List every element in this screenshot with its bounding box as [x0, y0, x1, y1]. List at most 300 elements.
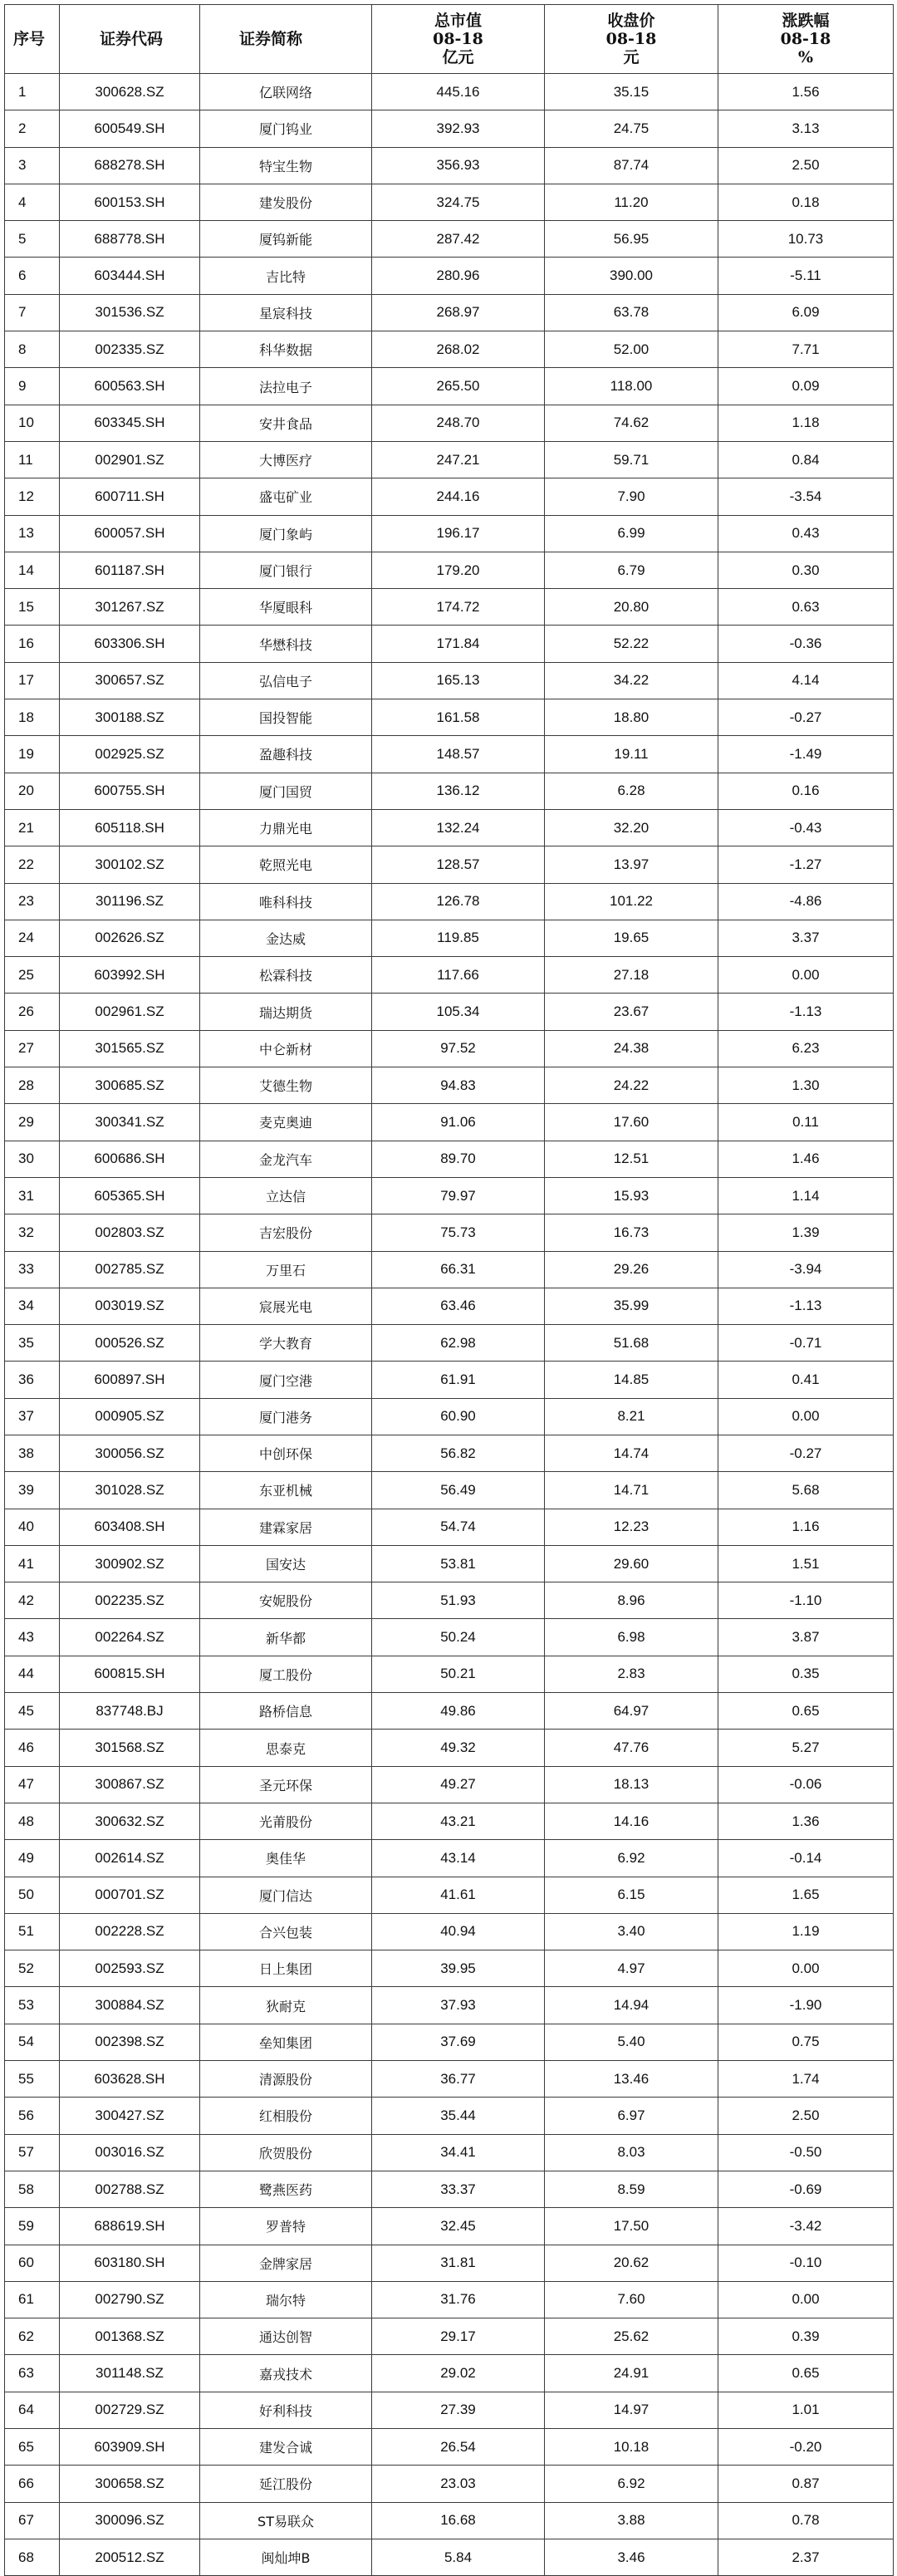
- table-row: [5, 2355, 894, 2392]
- cell-close-price: 74.62: [545, 405, 718, 441]
- cell-close-price: 14.16: [545, 1803, 718, 1839]
- cell-market-cap: 248.70: [372, 405, 545, 441]
- cell-index: 21: [5, 809, 60, 846]
- cell-index: 45: [5, 1693, 60, 1730]
- cell-close-price: 6.98: [545, 1619, 718, 1656]
- cell-close-price: 4.97: [545, 1950, 718, 1987]
- cell-market-cap: 31.81: [372, 2245, 545, 2281]
- cell-code: 200512.SZ: [60, 2539, 200, 2575]
- cell-close-price: 6.92: [545, 2466, 718, 2502]
- cell-name: 好利科技: [200, 2392, 372, 2428]
- cell-index: 13: [5, 515, 60, 552]
- cell-close-price: 8.59: [545, 2171, 718, 2207]
- cell-name: 厦工股份: [200, 1656, 372, 1692]
- cell-change: 0.65: [718, 2355, 894, 2392]
- cell-index: 5: [5, 221, 60, 258]
- cell-code: 600755.SH: [60, 773, 200, 809]
- cell-index: 15: [5, 589, 60, 626]
- cell-name: 鹭燕医药: [200, 2171, 372, 2207]
- cell-change: -0.10: [718, 2245, 894, 2281]
- cell-close-price: 24.38: [545, 1030, 718, 1067]
- cell-close-price: 35.99: [545, 1288, 718, 1324]
- cell-change: -3.54: [718, 478, 894, 515]
- cell-index: 65: [5, 2429, 60, 2466]
- cell-name: 厦门港务: [200, 1398, 372, 1435]
- cell-index: 24: [5, 920, 60, 956]
- cell-change: -0.43: [718, 809, 894, 846]
- cell-market-cap: 324.75: [372, 184, 545, 220]
- cell-name: 弘信电子: [200, 662, 372, 699]
- cell-close-price: 34.22: [545, 662, 718, 699]
- cell-name: 奥佳华: [200, 1840, 372, 1877]
- cell-index: 49: [5, 1840, 60, 1877]
- cell-market-cap: 66.31: [372, 1251, 545, 1288]
- cell-market-cap: 91.06: [372, 1104, 545, 1141]
- cell-change: -0.27: [718, 699, 894, 736]
- cell-change: -3.42: [718, 2208, 894, 2245]
- cell-change: 0.39: [718, 2318, 894, 2355]
- cell-name: 力鼎光电: [200, 809, 372, 846]
- table-row: [5, 736, 894, 773]
- cell-name: 盈趣科技: [200, 736, 372, 773]
- cell-change: 0.43: [718, 515, 894, 552]
- table-row: [5, 1730, 894, 1766]
- cell-index: 3: [5, 147, 60, 184]
- cell-close-price: 32.20: [545, 809, 718, 846]
- table-body: [5, 74, 894, 2576]
- cell-code: 603306.SH: [60, 626, 200, 662]
- cell-close-price: 14.71: [545, 1472, 718, 1509]
- cell-change: 1.36: [718, 1803, 894, 1839]
- cell-market-cap: 29.02: [372, 2355, 545, 2392]
- cell-close-price: 18.13: [545, 1766, 718, 1803]
- cell-code: 002235.SZ: [60, 1582, 200, 1619]
- cell-market-cap: 50.21: [372, 1656, 545, 1692]
- cell-name: 路桥信息: [200, 1693, 372, 1730]
- cell-code: 001368.SZ: [60, 2318, 200, 2355]
- cell-name: 厦门钨业: [200, 110, 372, 147]
- cell-change: 1.14: [718, 1177, 894, 1214]
- cell-index: 66: [5, 2466, 60, 2502]
- cell-change: 1.18: [718, 405, 894, 441]
- cell-name: 厦门银行: [200, 552, 372, 588]
- cell-change: -1.13: [718, 1288, 894, 1324]
- cell-code: 300427.SZ: [60, 2098, 200, 2134]
- cell-change: -1.49: [718, 736, 894, 773]
- table-row: [5, 2208, 894, 2245]
- cell-code: 002901.SZ: [60, 441, 200, 478]
- header-close-price-date: 08-18: [605, 30, 657, 48]
- table-row: [5, 2061, 894, 2098]
- header-close-price-unit: 元: [623, 48, 640, 66]
- table-row: [5, 74, 894, 110]
- cell-close-price: 10.18: [545, 2429, 718, 2466]
- cell-change: -0.36: [718, 626, 894, 662]
- cell-change: -1.90: [718, 1987, 894, 2024]
- cell-market-cap: 126.78: [372, 883, 545, 920]
- cell-index: 1: [5, 74, 60, 110]
- cell-code: 300902.SZ: [60, 1545, 200, 1582]
- cell-close-price: 14.94: [545, 1987, 718, 2024]
- cell-change: -0.69: [718, 2171, 894, 2207]
- cell-name: 金牌家居: [200, 2245, 372, 2281]
- cell-index: 10: [5, 405, 60, 441]
- header-market-cap-date: 08-18: [433, 30, 483, 48]
- cell-market-cap: 61.91: [372, 1362, 545, 1398]
- cell-change: 3.13: [718, 110, 894, 147]
- cell-name: ST易联众: [200, 2502, 372, 2539]
- cell-close-price: 63.78: [545, 294, 718, 331]
- cell-index: 55: [5, 2061, 60, 2098]
- cell-name: 圣元环保: [200, 1766, 372, 1803]
- cell-close-price: 20.62: [545, 2245, 718, 2281]
- cell-index: 64: [5, 2392, 60, 2428]
- cell-close-price: 47.76: [545, 1730, 718, 1766]
- table-row: [5, 1325, 894, 1362]
- cell-name: 学大教育: [200, 1325, 372, 1362]
- cell-close-price: 8.21: [545, 1398, 718, 1435]
- cell-change: 0.35: [718, 1656, 894, 1692]
- cell-change: -0.71: [718, 1325, 894, 1362]
- table-row: [5, 1987, 894, 2024]
- cell-market-cap: 49.32: [372, 1730, 545, 1766]
- cell-market-cap: 280.96: [372, 258, 545, 294]
- cell-market-cap: 94.83: [372, 1067, 545, 1104]
- cell-close-price: 13.46: [545, 2061, 718, 2098]
- cell-name: 嘉戎技术: [200, 2355, 372, 2392]
- table-row: [5, 2318, 894, 2355]
- cell-close-price: 20.80: [545, 589, 718, 626]
- cell-change: 0.41: [718, 1362, 894, 1398]
- cell-close-price: 13.97: [545, 846, 718, 883]
- cell-code: 002264.SZ: [60, 1619, 200, 1656]
- cell-index: 14: [5, 552, 60, 588]
- cell-code: 300685.SZ: [60, 1067, 200, 1104]
- cell-index: 46: [5, 1730, 60, 1766]
- cell-code: 605118.SH: [60, 809, 200, 846]
- cell-index: 60: [5, 2245, 60, 2281]
- cell-change: -5.11: [718, 258, 894, 294]
- cell-close-price: 390.00: [545, 258, 718, 294]
- cell-name: 安妮股份: [200, 1582, 372, 1619]
- cell-name: 盛屯矿业: [200, 478, 372, 515]
- cell-name: 金龙汽车: [200, 1141, 372, 1177]
- cell-market-cap: 60.90: [372, 1398, 545, 1435]
- table-row: [5, 1582, 894, 1619]
- table-row: [5, 2024, 894, 2060]
- cell-index: 6: [5, 258, 60, 294]
- cell-index: 57: [5, 2134, 60, 2171]
- cell-name: 艾德生物: [200, 1067, 372, 1104]
- cell-change: 0.78: [718, 2502, 894, 2539]
- cell-change: 0.84: [718, 441, 894, 478]
- cell-close-price: 23.67: [545, 994, 718, 1030]
- cell-market-cap: 34.41: [372, 2134, 545, 2171]
- cell-change: 1.01: [718, 2392, 894, 2428]
- cell-close-price: 17.60: [545, 1104, 718, 1141]
- table-row: [5, 1141, 894, 1177]
- header-change-title: 涨跌幅: [782, 12, 830, 30]
- cell-index: 18: [5, 699, 60, 736]
- cell-market-cap: 53.81: [372, 1545, 545, 1582]
- cell-code: 300056.SZ: [60, 1435, 200, 1471]
- cell-change: 1.65: [718, 1877, 894, 1913]
- cell-code: 002398.SZ: [60, 2024, 200, 2060]
- cell-code: 301196.SZ: [60, 883, 200, 920]
- cell-code: 300628.SZ: [60, 74, 200, 110]
- cell-name: 国安达: [200, 1545, 372, 1582]
- table-header: [5, 5, 894, 74]
- table-row: [5, 552, 894, 588]
- header-close-price-title: 收盘价: [607, 12, 655, 30]
- cell-change: -0.14: [718, 1840, 894, 1877]
- cell-change: 1.19: [718, 1913, 894, 1950]
- table-row: [5, 994, 894, 1030]
- cell-name: 日上集团: [200, 1950, 372, 1987]
- cell-change: 1.46: [718, 1141, 894, 1177]
- cell-market-cap: 29.17: [372, 2318, 545, 2355]
- cell-code: 301536.SZ: [60, 294, 200, 331]
- header-code: 证券代码: [60, 5, 200, 74]
- cell-market-cap: 27.39: [372, 2392, 545, 2428]
- table-row: [5, 2134, 894, 2171]
- cell-index: 40: [5, 1509, 60, 1545]
- cell-change: 0.11: [718, 1104, 894, 1141]
- cell-name: 华厦眼科: [200, 589, 372, 626]
- cell-name: 国投智能: [200, 699, 372, 736]
- cell-index: 58: [5, 2171, 60, 2207]
- header-name: 证券简称: [200, 5, 372, 74]
- cell-code: 300096.SZ: [60, 2502, 200, 2539]
- table-row: [5, 331, 894, 368]
- cell-code: 003019.SZ: [60, 1288, 200, 1324]
- cell-market-cap: 179.20: [372, 552, 545, 588]
- cell-index: 37: [5, 1398, 60, 1435]
- cell-code: 300188.SZ: [60, 699, 200, 736]
- cell-index: 30: [5, 1141, 60, 1177]
- cell-market-cap: 247.21: [372, 441, 545, 478]
- cell-close-price: 6.79: [545, 552, 718, 588]
- cell-code: 601187.SH: [60, 552, 200, 588]
- cell-code: 002785.SZ: [60, 1251, 200, 1288]
- cell-code: 603408.SH: [60, 1509, 200, 1545]
- cell-index: 12: [5, 478, 60, 515]
- cell-market-cap: 5.84: [372, 2539, 545, 2575]
- cell-market-cap: 97.52: [372, 1030, 545, 1067]
- cell-change: -1.13: [718, 994, 894, 1030]
- cell-code: 300102.SZ: [60, 846, 200, 883]
- cell-change: 1.16: [718, 1509, 894, 1545]
- table-row: [5, 957, 894, 994]
- cell-change: -1.10: [718, 1582, 894, 1619]
- cell-change: 0.00: [718, 1950, 894, 1987]
- cell-code: 603345.SH: [60, 405, 200, 441]
- cell-index: 67: [5, 2502, 60, 2539]
- cell-close-price: 17.50: [545, 2208, 718, 2245]
- cell-market-cap: 49.86: [372, 1693, 545, 1730]
- cell-change: 0.63: [718, 589, 894, 626]
- cell-market-cap: 445.16: [372, 74, 545, 110]
- cell-index: 7: [5, 294, 60, 331]
- cell-market-cap: 50.24: [372, 1619, 545, 1656]
- cell-close-price: 29.26: [545, 1251, 718, 1288]
- cell-name: 合兴包装: [200, 1913, 372, 1950]
- table-row: [5, 1766, 894, 1803]
- cell-market-cap: 63.46: [372, 1288, 545, 1324]
- cell-index: 63: [5, 2355, 60, 2392]
- header-change-date: 08-18: [780, 30, 831, 48]
- cell-code: 002961.SZ: [60, 994, 200, 1030]
- cell-market-cap: 39.95: [372, 1950, 545, 1987]
- cell-name: 瑞达期货: [200, 994, 372, 1030]
- cell-code: 000526.SZ: [60, 1325, 200, 1362]
- cell-close-price: 101.22: [545, 883, 718, 920]
- cell-index: 35: [5, 1325, 60, 1362]
- cell-code: 605365.SH: [60, 1177, 200, 1214]
- cell-close-price: 3.88: [545, 2502, 718, 2539]
- table-row: [5, 846, 894, 883]
- table-row: [5, 1509, 894, 1545]
- header-market-cap-unit: 亿元: [442, 48, 474, 66]
- cell-market-cap: 40.94: [372, 1913, 545, 1950]
- cell-code: 600815.SH: [60, 1656, 200, 1692]
- cell-close-price: 14.85: [545, 1362, 718, 1398]
- cell-code: 600563.SH: [60, 368, 200, 405]
- table-row: [5, 147, 894, 184]
- cell-name: 垒知集团: [200, 2024, 372, 2060]
- cell-code: 003016.SZ: [60, 2134, 200, 2171]
- cell-close-price: 24.22: [545, 1067, 718, 1104]
- cell-index: 4: [5, 184, 60, 220]
- table-row: [5, 515, 894, 552]
- cell-change: 4.14: [718, 662, 894, 699]
- cell-code: 300658.SZ: [60, 2466, 200, 2502]
- cell-market-cap: 37.93: [372, 1987, 545, 2024]
- cell-close-price: 35.15: [545, 74, 718, 110]
- cell-change: -4.86: [718, 883, 894, 920]
- cell-change: 2.50: [718, 2098, 894, 2134]
- cell-index: 9: [5, 368, 60, 405]
- cell-code: 002593.SZ: [60, 1950, 200, 1987]
- cell-market-cap: 196.17: [372, 515, 545, 552]
- cell-close-price: 15.93: [545, 1177, 718, 1214]
- cell-close-price: 118.00: [545, 368, 718, 405]
- cell-market-cap: 36.77: [372, 2061, 545, 2098]
- table-row: [5, 1913, 894, 1950]
- cell-close-price: 64.97: [545, 1693, 718, 1730]
- cell-market-cap: 268.97: [372, 294, 545, 331]
- table-row: [5, 1619, 894, 1656]
- cell-name: 大博医疗: [200, 441, 372, 478]
- cell-market-cap: 265.50: [372, 368, 545, 405]
- cell-name: 延江股份: [200, 2466, 372, 2502]
- cell-change: -0.06: [718, 1766, 894, 1803]
- cell-market-cap: 165.13: [372, 662, 545, 699]
- cell-change: -3.94: [718, 1251, 894, 1288]
- cell-index: 34: [5, 1288, 60, 1324]
- cell-index: 20: [5, 773, 60, 809]
- cell-code: 000701.SZ: [60, 1877, 200, 1913]
- cell-code: 603909.SH: [60, 2429, 200, 2466]
- cell-name: 建发股份: [200, 184, 372, 220]
- table-row: [5, 2392, 894, 2428]
- cell-market-cap: 56.49: [372, 1472, 545, 1509]
- cell-index: 16: [5, 626, 60, 662]
- cell-market-cap: 56.82: [372, 1435, 545, 1471]
- cell-index: 56: [5, 2098, 60, 2134]
- cell-name: 红相股份: [200, 2098, 372, 2134]
- cell-change: 0.75: [718, 2024, 894, 2060]
- cell-close-price: 24.91: [545, 2355, 718, 2392]
- cell-code: 301148.SZ: [60, 2355, 200, 2392]
- cell-change: 0.30: [718, 552, 894, 588]
- table-row: [5, 1214, 894, 1251]
- cell-name: 中创环保: [200, 1435, 372, 1471]
- table-row: [5, 405, 894, 441]
- table-row: [5, 626, 894, 662]
- cell-index: 52: [5, 1950, 60, 1987]
- cell-market-cap: 54.74: [372, 1509, 545, 1545]
- cell-code: 300657.SZ: [60, 662, 200, 699]
- cell-close-price: 6.99: [545, 515, 718, 552]
- cell-index: 11: [5, 441, 60, 478]
- cell-index: 51: [5, 1913, 60, 1950]
- table-row: [5, 1656, 894, 1692]
- table-row: [5, 589, 894, 626]
- cell-change: 10.73: [718, 221, 894, 258]
- cell-change: 0.00: [718, 2281, 894, 2318]
- cell-code: 002790.SZ: [60, 2281, 200, 2318]
- cell-index: 53: [5, 1987, 60, 2024]
- cell-close-price: 3.40: [545, 1913, 718, 1950]
- cell-close-price: 52.00: [545, 331, 718, 368]
- cell-change: 6.23: [718, 1030, 894, 1067]
- cell-code: 000905.SZ: [60, 1398, 200, 1435]
- cell-name: 建发合诚: [200, 2429, 372, 2466]
- table-row: [5, 809, 894, 846]
- cell-name: 东亚机械: [200, 1472, 372, 1509]
- cell-close-price: 25.62: [545, 2318, 718, 2355]
- cell-change: -0.50: [718, 2134, 894, 2171]
- cell-close-price: 3.46: [545, 2539, 718, 2575]
- cell-change: 5.27: [718, 1730, 894, 1766]
- cell-name: 厦门国贸: [200, 773, 372, 809]
- cell-market-cap: 23.03: [372, 2466, 545, 2502]
- table-row: [5, 294, 894, 331]
- cell-name: 厦门信达: [200, 1877, 372, 1913]
- table-row: [5, 1693, 894, 1730]
- cell-close-price: 16.73: [545, 1214, 718, 1251]
- cell-change: -0.20: [718, 2429, 894, 2466]
- cell-market-cap: 16.68: [372, 2502, 545, 2539]
- cell-code: 301028.SZ: [60, 1472, 200, 1509]
- table-row: [5, 1472, 894, 1509]
- cell-name: 亿联网络: [200, 74, 372, 110]
- cell-name: 通达创智: [200, 2318, 372, 2355]
- cell-index: 62: [5, 2318, 60, 2355]
- cell-index: 54: [5, 2024, 60, 2060]
- cell-change: 1.30: [718, 1067, 894, 1104]
- table-row: [5, 368, 894, 405]
- cell-name: 中仑新材: [200, 1030, 372, 1067]
- cell-code: 002335.SZ: [60, 331, 200, 368]
- cell-index: 41: [5, 1545, 60, 1582]
- cell-code: 002228.SZ: [60, 1913, 200, 1950]
- cell-market-cap: 161.58: [372, 699, 545, 736]
- cell-close-price: 8.03: [545, 2134, 718, 2171]
- cell-market-cap: 356.93: [372, 147, 545, 184]
- cell-name: 厦门空港: [200, 1362, 372, 1398]
